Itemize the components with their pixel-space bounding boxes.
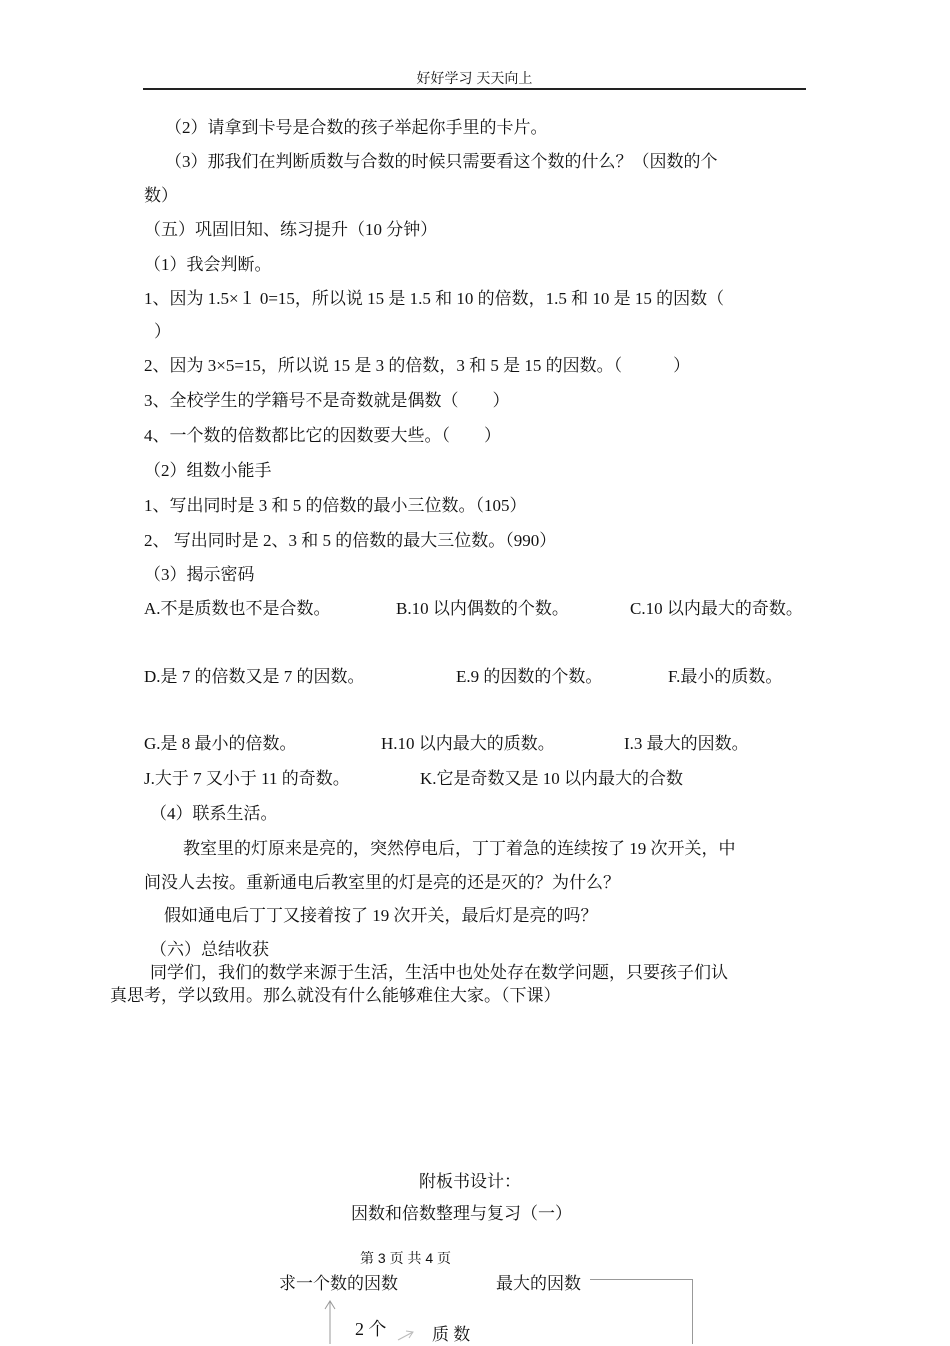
page-footer: 第 3 页 共 4 页 [360, 1250, 452, 1266]
section-heading: （六）总结收获 [150, 940, 269, 959]
code-clue-b: B.10 以内偶数的个数。 [396, 599, 569, 618]
diagonal-arrow-head [406, 1331, 413, 1338]
code-clue-d: D.是 7 的倍数又是 7 的因数。 [144, 667, 365, 686]
text-line: 数） [144, 186, 178, 205]
board-subtitle: 因数和倍数整理与复习（一） [351, 1204, 572, 1223]
page-header: 好好学习 天天向上 [143, 68, 806, 90]
board-prime-label: 质 数 [432, 1325, 471, 1344]
board-count-label: 2 个 [355, 1319, 387, 1339]
code-clue-i: I.3 最大的因数。 [624, 734, 749, 753]
compose-item-1: 1、写出同时是 3 和 5 的倍数的最小三位数。（105） [144, 496, 527, 515]
judge-item-3: 3、全校学生的学籍号不是奇数就是偶数（ ） [144, 391, 510, 410]
subsection-heading: （1）我会判断。 [144, 255, 272, 274]
code-clue-k: K.它是奇数又是 10 以内最大的合数 [420, 769, 684, 788]
text-line: 教室里的灯原来是亮的，突然停电后，丁丁着急的连续按了 19 次开关，中 [183, 839, 736, 858]
code-clue-e: E.9 的因数的个数。 [456, 667, 603, 686]
code-clue-h: H.10 以内最大的质数。 [381, 734, 555, 753]
code-clue-f: F.最小的质数。 [668, 667, 783, 686]
section-heading: （五）巩固旧知、练习提升（10 分钟） [144, 220, 438, 239]
board-title: 附板书设计： [419, 1172, 521, 1191]
text-line: 真思考，学以致用。那么就没有什么能够难住大家。（下课） [110, 986, 561, 1005]
text-line: 间没人去按。重新通电后教室里的灯是亮的还是灭的？为什么？ [144, 873, 620, 892]
code-clue-c: C.10 以内最大的奇数。 [630, 599, 803, 618]
judge-item-4: 4、一个数的倍数都比它的因数要大些。（ ） [144, 426, 501, 445]
text-line: 同学们，我们的数学来源于生活，生活中也处处存在数学问题，只要孩子们认 [150, 963, 728, 982]
board-connector-line [590, 1279, 692, 1280]
code-clue-g: G.是 8 最小的倍数。 [144, 734, 297, 753]
code-clue-j: J.大于 7 又小于 11 的奇数。 [144, 769, 350, 788]
subsection-heading: （3）揭示密码 [144, 565, 255, 584]
compose-item-2: 2、 写出同时是 2、3 和 5 的倍数的最大三位数。（990） [144, 531, 557, 550]
text-line: 假如通电后丁丁又接着按了 19 次开关，最后灯是亮的吗？ [164, 906, 598, 925]
text-line: （3）那我们在判断质数与合数的时候只需要看这个数的什么？（因数的个 [165, 152, 718, 171]
judge-item-2: 2、因为 3×5=15，所以说 15 是 3 的倍数，3 和 5 是 15 的因数。（ ） [144, 356, 691, 375]
board-left-label: 求一个数的因数 [279, 1274, 398, 1293]
board-right-label: 最大的因数 [496, 1274, 581, 1293]
judge-item-1: 1、因为 1.5×１ 0=15，所以说 15 是 1.5 和 10 的倍数，1.5 和 10 是 15 的因数（ [144, 289, 725, 308]
subsection-heading: （4）联系生活。 [150, 804, 278, 823]
board-connector-line [692, 1279, 693, 1344]
text-line: （2）请拿到卡号是合数的孩子举起你手里的卡片。 [165, 118, 548, 137]
judge-item-1-bracket: ） [154, 322, 171, 341]
code-clue-a: A.不是质数也不是合数。 [144, 599, 331, 618]
subsection-heading: （2）组数小能手 [144, 461, 272, 480]
